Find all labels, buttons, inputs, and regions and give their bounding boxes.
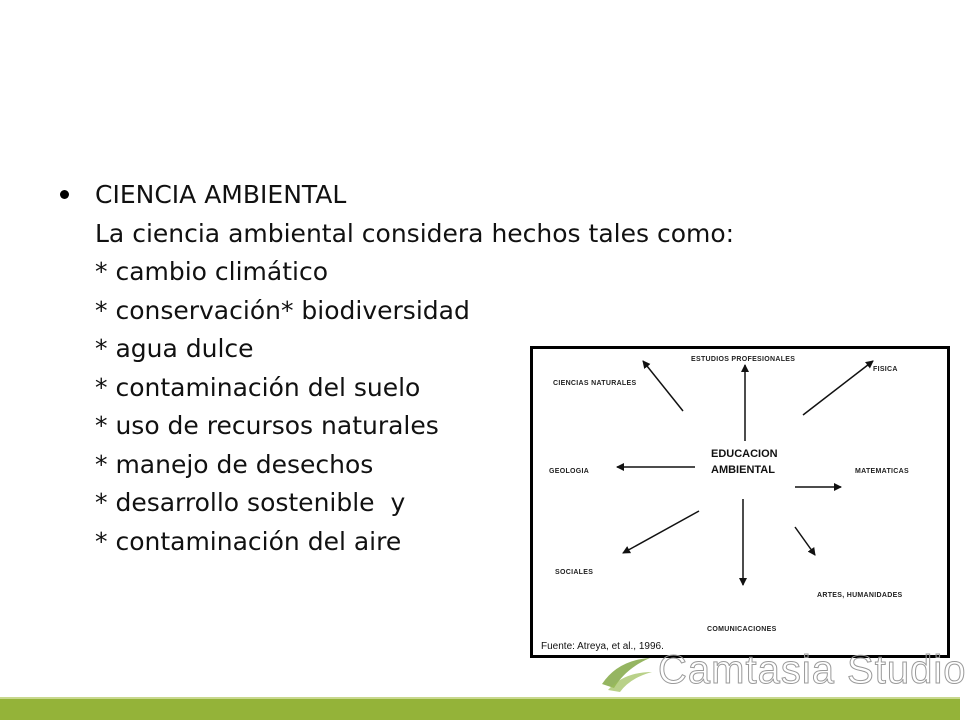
camtasia-watermark — [598, 648, 966, 698]
diagram-svg — [533, 349, 947, 655]
label-comunicaciones: COMUNICACIONES — [707, 626, 777, 633]
camtasia-watermark-text: Camtasia Studio — [658, 648, 966, 692]
label-ciencias-naturales: CIENCIAS NATURALES — [553, 380, 637, 387]
list-item: * desarrollo sostenible y — [95, 488, 406, 517]
label-matematicas: MATEMATICAS — [855, 468, 909, 475]
arrow-top-left — [643, 361, 683, 411]
list-item: * contaminación del suelo — [95, 372, 421, 402]
camtasia-logo-icon — [598, 654, 654, 694]
heading: CIENCIA AMBIENTAL — [95, 180, 347, 209]
label-fisica: FISICA — [873, 366, 898, 373]
arrow-bottom-left — [623, 511, 699, 553]
diagram-source: Fuente: Atreya, et al., 1996. — [541, 641, 664, 652]
intro-line: La ciencia ambiental considera hechos tales como: — [95, 218, 735, 248]
footer-bar — [0, 699, 960, 720]
diagram-center-line2: AMBIENTAL — [711, 464, 775, 476]
list-item: * manejo de desechos — [95, 449, 374, 479]
label-artes-humanidades: ARTES, HUMANIDADES — [817, 592, 903, 599]
diagram-center-line1: EDUCACION — [711, 448, 778, 460]
list-item: * cambio climático — [95, 257, 329, 286]
arrow-bottom-right — [795, 527, 815, 555]
list-item: * agua dulce — [95, 334, 254, 363]
education-diagram — [530, 346, 950, 658]
label-sociales: SOCIALES — [555, 569, 594, 576]
list-item: * contaminación del aire — [95, 526, 402, 556]
label-estudios-profesionales: ESTUDIOS PROFESIONALES — [691, 356, 796, 363]
label-geologia: GEOLOGIA — [549, 468, 590, 475]
bullet-dot — [60, 190, 69, 199]
list-item: * conservación* biodiversidad — [95, 295, 470, 325]
arrow-top-right — [803, 361, 873, 415]
list-item: * uso de recursos naturales — [95, 411, 439, 440]
